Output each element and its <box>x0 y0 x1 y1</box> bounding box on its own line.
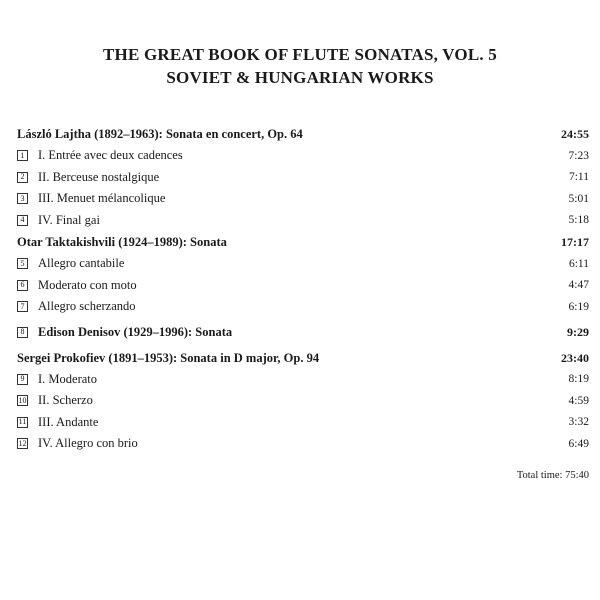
work-duration: 23:40 <box>561 350 589 365</box>
track-row <box>17 188 589 210</box>
track-row <box>17 412 589 434</box>
track-number: 8 <box>17 327 28 338</box>
track-number: 4 <box>17 215 28 226</box>
track-number: 11 <box>18 417 27 427</box>
track-title: Moderato con moto <box>38 277 137 292</box>
track-row <box>17 296 589 318</box>
track-title: I. Moderato <box>38 371 98 386</box>
work-duration: 24:55 <box>561 127 589 141</box>
work-title: Sergei Prokofiev (1891–1953): Sonata in D major, Op. 94 <box>17 350 320 365</box>
work-title: László Lajtha (1892–1963): Sonata en concert, Op. 64 <box>17 127 303 141</box>
track-title: II. Berceuse nostalgique <box>38 169 160 184</box>
track-row <box>17 253 589 275</box>
work-header-taktakishvili <box>17 232 589 253</box>
track-duration: 6:49 <box>568 437 589 450</box>
track-number: 1 <box>17 150 28 161</box>
work-header-prokofiev <box>17 348 589 369</box>
track-duration: 4:59 <box>568 394 589 407</box>
work-duration: 17:17 <box>561 235 589 249</box>
track-duration: 6:19 <box>568 300 589 313</box>
track-title: III. Andante <box>38 414 99 429</box>
track-number: 6 <box>17 280 28 291</box>
track-title: IV. Allegro con brio <box>38 436 138 451</box>
track-duration: 7:11 <box>568 171 589 184</box>
work-title: Otar Taktakishvili (1924–1989): Sonata <box>17 235 227 249</box>
track-row <box>17 210 589 232</box>
track-title: III. Menuet mélancolique <box>38 191 166 206</box>
track-title: Allegro cantabile <box>38 256 125 271</box>
track-duration: 8:19 <box>568 373 589 386</box>
track-number: 7 <box>17 301 28 312</box>
album-title-line-2: SOVIET & HUNGARIAN WORKS <box>166 68 434 87</box>
work-header-lajtha <box>17 124 589 145</box>
track-duration: 5:18 <box>568 214 589 227</box>
track-title: Edison Denisov (1929–1996): Sonata <box>38 324 233 339</box>
tracklist <box>17 124 589 455</box>
track-title: I. Entrée avec deux cadences <box>38 148 183 163</box>
track-row-denisov <box>17 322 589 343</box>
track-duration: 5:01 <box>568 192 589 205</box>
track-title: II. Scherzo <box>38 393 93 408</box>
track-number: 2 <box>17 172 28 183</box>
track-duration: 3:32 <box>568 416 589 429</box>
total-time: Total time: 75:40 <box>516 470 589 481</box>
track-number: 12 <box>18 438 27 448</box>
track-number: 10 <box>18 395 27 405</box>
track-row <box>17 433 589 455</box>
track-row <box>17 390 589 412</box>
track-number: 9 <box>17 374 28 385</box>
track-duration: 7:23 <box>568 149 589 162</box>
track-row <box>17 369 589 391</box>
track-duration: 9:29 <box>567 324 589 339</box>
track-number: 5 <box>17 258 28 269</box>
album-title <box>0 43 600 89</box>
track-title: IV. Final gai <box>38 212 100 227</box>
track-row <box>17 275 589 297</box>
track-row <box>17 167 589 189</box>
track-row <box>17 145 589 167</box>
track-duration: 4:47 <box>568 279 589 292</box>
track-duration: 6:11 <box>568 257 589 270</box>
album-title-line-1: THE GREAT BOOK OF FLUTE SONATAS, VOL. 5 <box>103 45 497 64</box>
track-title: Allegro scherzando <box>38 299 136 314</box>
track-number: 3 <box>17 193 28 204</box>
